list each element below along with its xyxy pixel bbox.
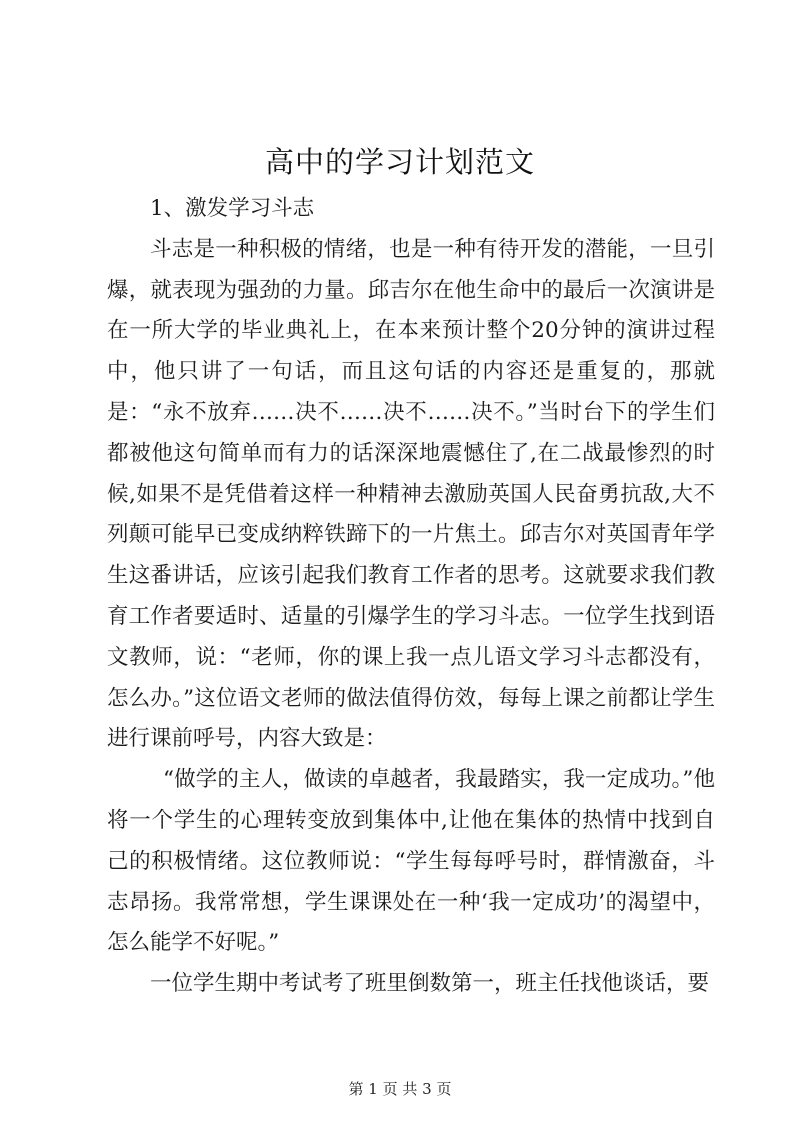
document-body [107,189,715,1005]
document-title: 高中的学习计划范文 [264,145,535,179]
page-footer: 第 1 页 共 3 页 [348,1080,452,1098]
section-heading: 1、激发学习斗志 [150,196,315,221]
paragraph-3: 一位学生期中考试考了班里倒数第一，班主任找他谈话，要 [150,971,710,997]
paragraph-1: 斗志是一种积极的情绪，也是一种有待开发的潜能，一旦引爆，就表现为强劲的力量。邱吉尔在他生命中的最后一次演讲是在一所大学的毕业典礼上，在本来预计整个20分钟的演讲过程中，他只讲了一句话，而且这句话的内容还是重复的，那就是：“永不放弃……决不……决不……决不。”当时台下的学生们都被他这句简单而有力的话深深地震憾住了,在二战最惨烈的时候,如果不是凭借着这样一种精神去激励英国人民奋勇抗敌,大不列颠可能早已变成纳粹铁蹄下的一片焦土。邱吉尔对英国青年学生这番讲话，应该引起我们教育工作者的思考。这就要求我们教育工作者要适时、适量的引爆学生的学习斗志。一位学生找到语文教师，说：“老师，你的课上我一点儿语文学习斗志都没有，怎么办。”这位语文老师的做法值得仿效，每每上课之前都让学生进行课前呼号，内容大致是： [107,236,715,752]
paragraph-2: “做学的主人，做读的卓越者，我最踏实，我一定成功。”他将一个学生的心理转变放到集体中,让他在集体的热情中找到自己的积极情绪。这位教师说：“学生每每呼号时，群情激奋，斗志昂扬。我常常想，学生课课处在一种‘我一定成功’的渴望中，怎么能学不好呢。” [107,767,715,956]
